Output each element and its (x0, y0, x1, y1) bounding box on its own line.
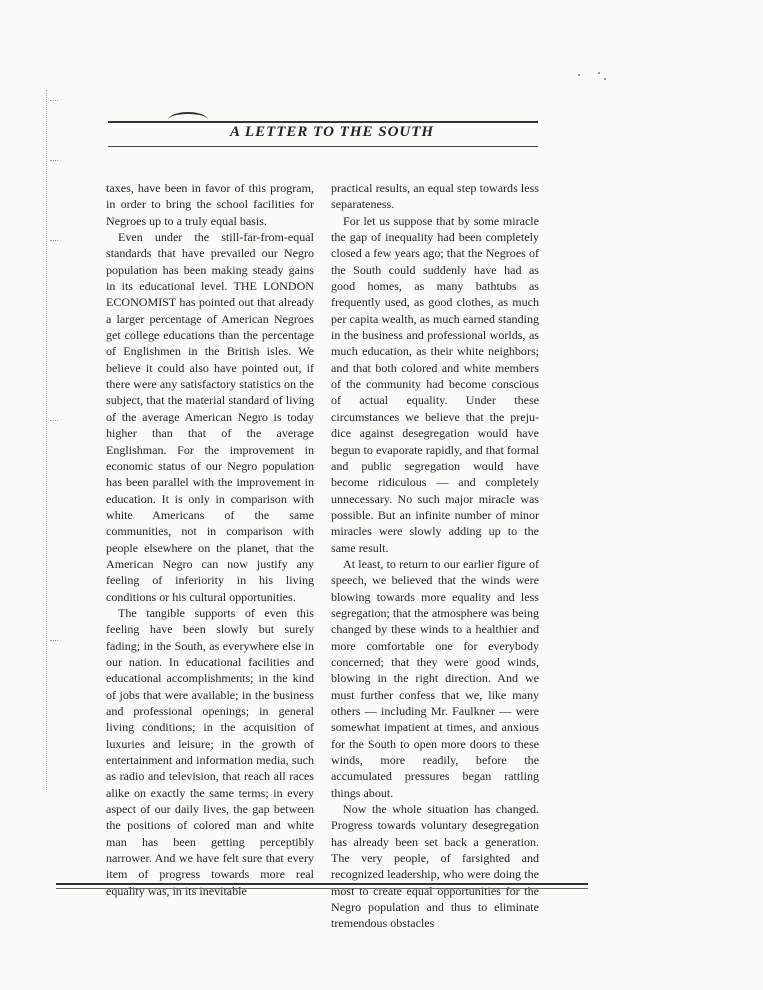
footer-rule-thin (56, 888, 588, 889)
scan-speck (598, 72, 600, 74)
scan-speck (578, 74, 580, 76)
header-rule-top (108, 121, 538, 123)
left-column (106, 180, 314, 899)
scan-margin-tick (50, 240, 58, 241)
paragraph: Even under the still-far-from-equal standards that have prevailed our Negro population has been making steady gains in its educational level. THE LONDON ECONOMIST has pointed out that already a larger percentage of American Negroes get college educations than the percentage of Englishmen in the British isles. We believe it could also have pointed out, if there were any satisfactory statistics on the subject, that the material standard of living of the average American Negro is today higher than that of the average Englishman. For the improvement in economic status of our Negro population has been parallel with the improvement in education. It is only in comparison with white Americans of the same communities, not in comparison with people elsewhere on the planet, that the American Negro can now justify any feeling of inferiority in his living conditions or his cultural opportunities. (106, 230, 314, 604)
paragraph: For let us suppose that by some miracle the gap of inequality had been completely closed a few years ago; that the Negroes of the South could suddenly have had as good homes, as many bathtubs as frequently used, as good clothes, as much per capita wealth, as much earned standing in the business and professional worlds, as much education, as their white neighbors; and that both colored and white members of the community had become conscious of actual equality. Under these circumstances we believe that the prejudice against desegregation would have begun to evaporate rapidly, and that formal and public segregation would have become ridiculous — and completely unnecessary. No such major miracle was possible. But an infinite number of minor miracles were slowly adding up to the same result. (331, 213, 539, 555)
right-column (331, 180, 539, 932)
paragraph: Now the whole situation has changed. Progress towards voluntary desegregation has already been set back a generation. The very people, of farsighted and recognized leadership, who were doing the most to create equal opportunities for the Negro population and thus to eliminate tremendous obstacles (331, 802, 539, 931)
paragraph: The tangible supports of even this feeling have been slowly but surely fading; in the South, as everywhere else in our nation. In educational facilities and educational accomplishments; in the kind of jobs that were available; in the business and professional openings; in general living conditions; in the acquisition of luxuries and leisure; in the growth of entertainment and information media, such as radio and television, that reach all races alike on exactly the same terms; in every aspect of our daily lives, the gap between the positions of colored man and white man has been getting perceptibly narrower. And we have felt sure that every item of progress towards more real equality was, in its inevitable (106, 605, 314, 898)
header-ornament (168, 112, 208, 128)
header-rule-bottom (108, 146, 538, 147)
paragraph: taxes, have been in favor of this program, in order to bring the school facilities for Negroes up to a truly equal basis. (106, 181, 314, 228)
scan-margin-tick (50, 100, 58, 101)
scan-margin-tick (50, 160, 58, 161)
scan-margin-tick (50, 640, 58, 641)
scan-margin-marks (46, 90, 61, 790)
scan-margin-tick (50, 420, 58, 421)
running-header-title: A LETTER TO THE SOUTH (230, 124, 435, 140)
scan-speck (604, 78, 606, 80)
paragraph: At least, to return to our earlier figure of speech, we believed that the winds were blowing towards more equality and less segregation; that the atmosphere was being changed by these winds to a healthier and more comfortable one for everybody concerned; that they were good winds, blowing in the right direction. And we must further confess that we, like many others — including Mr. Faulkner — were somewhat impatient at times, and anxious for the South to open more doors to these winds, more readily, before the accumulated pressures began rattling things about. (331, 556, 539, 800)
paragraph: practical results, an equal step towards less separateness. (331, 181, 539, 212)
footer-rule (56, 883, 588, 885)
